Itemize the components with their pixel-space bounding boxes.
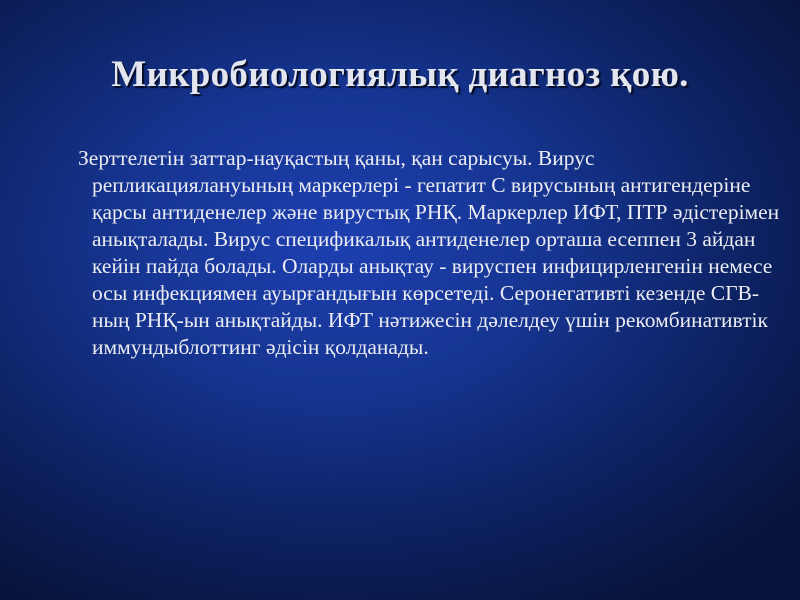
slide-body-text: Зерттелетін заттар-науқастың қаны, қан сарысуы. Вирус репликациялануының маркерлері - гепатит С вирусының антигендеріне қарсы антиденелер және вирустық РНҚ. Маркерлер ИФТ, ПТР әдістерімен анықталады. Вирус спецификалық антиденелер орташа есеппен 3 айдан кейін пайда болады. Оларды анықтау - вируспен инфицирленгенін немесе осы инфекциямен ауырғандығын көрсетеді. Серонегативті кезенде СГВ-ның РНҚ-ын анықтайды. ИФТ нәтижесін дәлелдеу үшін рекомбинативтік иммундыблоттинг әдісін қолданады. — [78, 146, 780, 359]
slide-title: Микробиологиялық диагноз қою. — [111, 54, 689, 95]
